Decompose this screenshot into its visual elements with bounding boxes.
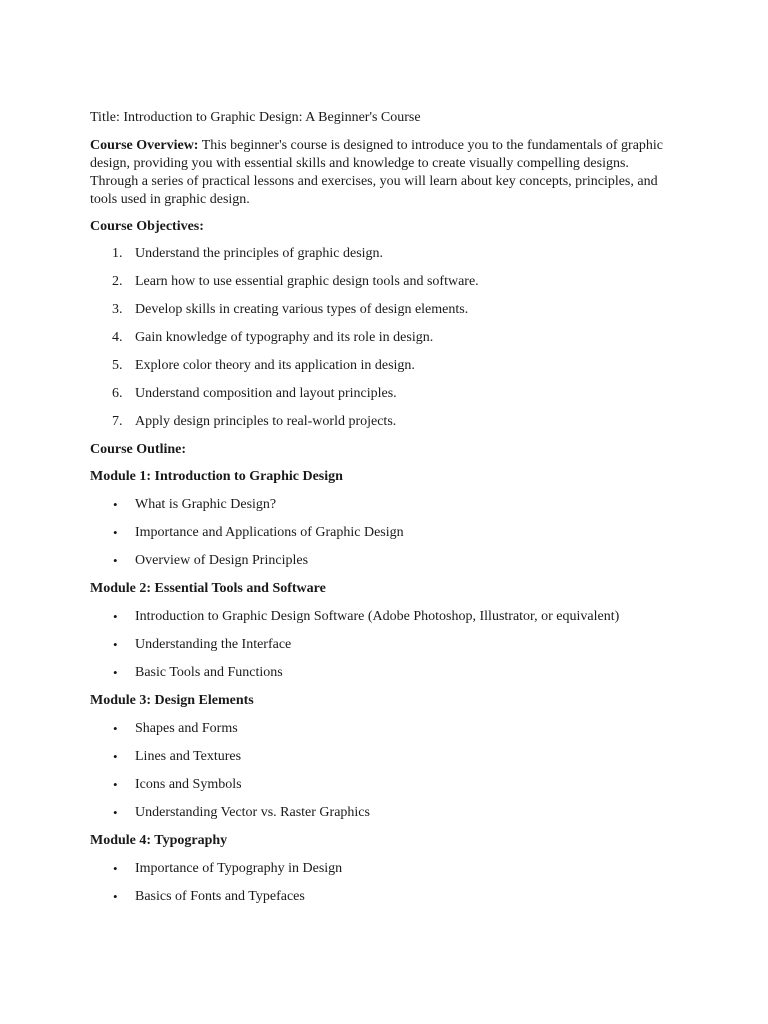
list-item — [90, 720, 680, 738]
list-item-text: Apply design principles to real-world projects. — [135, 414, 397, 429]
bullet-icon: • — [113, 525, 118, 540]
list-number: 5. — [112, 358, 123, 373]
list-number: 1. — [112, 246, 123, 261]
module-item-list — [90, 496, 680, 570]
list-item-text: Develop skills in creating various types of design elements. — [135, 302, 469, 317]
list-item — [90, 776, 680, 794]
list-number: 3. — [112, 302, 123, 317]
list-item — [90, 552, 680, 570]
list-item-text: Understand composition and layout principles. — [135, 386, 397, 401]
module-heading: Module 4: Typography — [90, 833, 228, 848]
list-item — [90, 413, 680, 431]
bullet-icon: • — [113, 805, 118, 820]
overview-text: This beginner's course is designed to introduce you to the fundamentals of graphic design, providing you with essential skills and knowledge to create visually compelling designs. Through a series of practical lessons and exercises, you will learn about key concepts, principles, and tools used in graphic design. — [90, 138, 664, 207]
list-number: 7. — [112, 414, 123, 429]
list-item-text: What is Graphic Design? — [135, 497, 277, 512]
list-item-text: Icons and Symbols — [135, 777, 242, 792]
list-item — [90, 357, 680, 375]
list-item — [90, 860, 680, 878]
list-item — [90, 385, 680, 403]
list-item-text: Basic Tools and Functions — [135, 665, 283, 680]
outline-heading: Course Outline: — [90, 442, 187, 457]
objectives-list — [90, 245, 680, 431]
module-heading: Module 2: Essential Tools and Software — [90, 581, 326, 596]
bullet-icon: • — [113, 777, 118, 792]
list-item-text: Understand the principles of graphic design. — [135, 246, 384, 261]
list-item-text: Understanding the Interface — [135, 637, 292, 652]
list-item — [90, 301, 680, 319]
module-heading: Module 3: Design Elements — [90, 693, 254, 708]
list-item-text: Lines and Textures — [135, 749, 242, 764]
overview-label: Course Overview: — [90, 138, 199, 153]
list-item-text: Introduction to Graphic Design Software (Adobe Photoshop, Illustrator, or equivalent) — [135, 609, 620, 624]
list-item — [90, 888, 680, 906]
list-item-text: Explore color theory and its application in design. — [135, 358, 415, 373]
bullet-icon: • — [113, 749, 118, 764]
list-item-text: Overview of Design Principles — [135, 553, 309, 568]
module-item-list — [90, 720, 680, 822]
list-item — [90, 748, 680, 766]
list-item-text: Importance of Typography in Design — [135, 861, 343, 876]
bullet-icon: • — [113, 609, 118, 624]
document-title: Title: Introduction to Graphic Design: A Beginner's Course — [90, 110, 421, 125]
list-item-text: Basics of Fonts and Typefaces — [135, 889, 305, 904]
list-number: 2. — [112, 274, 123, 289]
list-item — [90, 524, 680, 542]
bullet-icon: • — [113, 637, 118, 652]
module-item-list — [90, 860, 680, 906]
list-item-text: Shapes and Forms — [135, 721, 238, 736]
module-heading: Module 1: Introduction to Graphic Design — [90, 469, 343, 484]
document-page — [90, 109, 680, 916]
course-overview — [90, 137, 680, 209]
list-item — [90, 636, 680, 654]
list-number: 4. — [112, 330, 123, 345]
bullet-icon: • — [113, 497, 118, 512]
objectives-heading: Course Objectives: — [90, 219, 204, 234]
list-item — [90, 273, 680, 291]
module-item-list — [90, 608, 680, 682]
list-item — [90, 496, 680, 514]
list-item-text: Importance and Applications of Graphic Design — [135, 525, 404, 540]
bullet-icon: • — [113, 665, 118, 680]
bullet-icon: • — [113, 861, 118, 876]
list-item-text: Gain knowledge of typography and its role in design. — [135, 330, 434, 345]
bullet-icon: • — [113, 721, 118, 736]
list-item-text: Understanding Vector vs. Raster Graphics — [135, 805, 370, 820]
bullet-icon: • — [113, 553, 118, 568]
list-item — [90, 608, 680, 626]
list-number: 6. — [112, 386, 123, 401]
list-item — [90, 664, 680, 682]
list-item — [90, 804, 680, 822]
list-item — [90, 245, 680, 263]
list-item — [90, 329, 680, 347]
list-item-text: Learn how to use essential graphic design tools and software. — [135, 274, 479, 289]
bullet-icon: • — [113, 889, 118, 904]
